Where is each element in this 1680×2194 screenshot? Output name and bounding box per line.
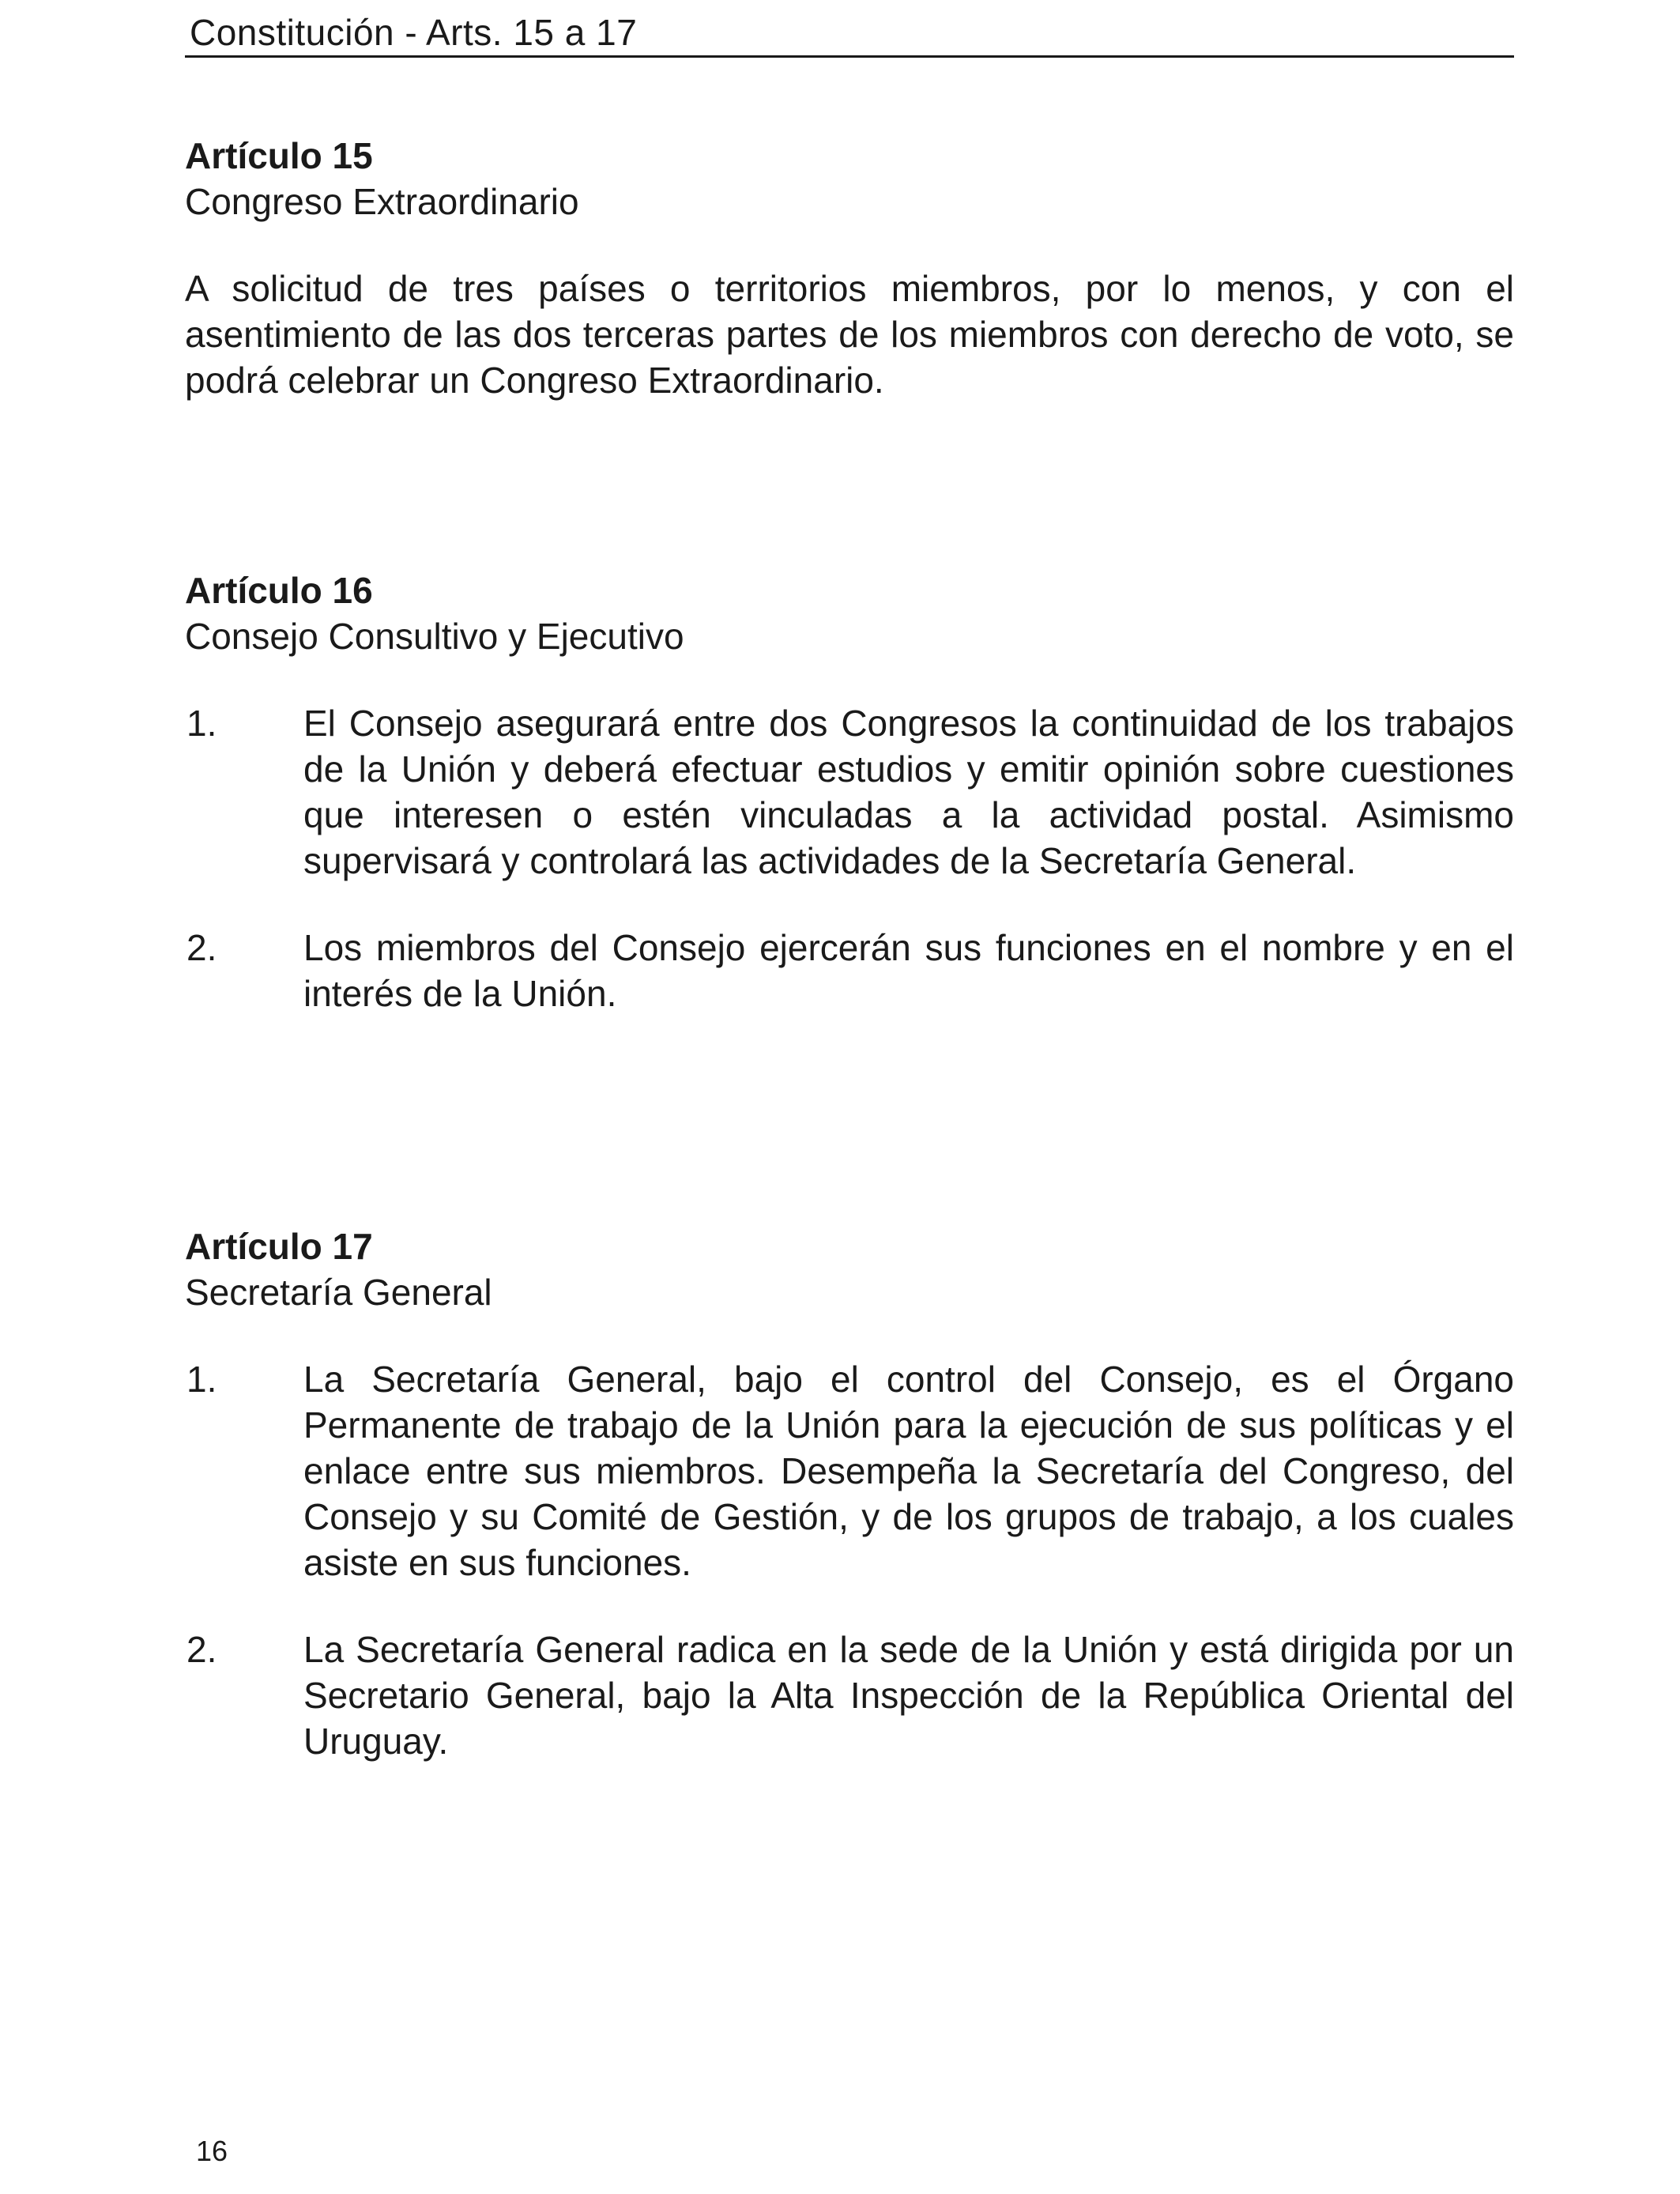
list-item <box>185 1627 1514 1764</box>
article-number: Artículo 15 <box>185 135 373 176</box>
item-text: La Secretaría General, bajo el control del Consejo, es el Órgano Permanente de trabajo de la Unión para la ejecución de sus políticas y el enlace entre sus miembros. Desempeña la Secretaría del Congreso, del Consejo y su Comité de Gestión, y de los grupos de trabajo, a los cuales asiste en sus funciones. <box>303 1359 1514 1583</box>
article-title: Secretaría General <box>185 1272 492 1313</box>
list-item <box>185 700 1514 884</box>
item-number: 1. <box>186 1359 217 1400</box>
article-number: Artículo 17 <box>185 1226 373 1267</box>
item-text: La Secretaría General radica en la sede de la Unión y está dirigida por un Secretario General, bajo la Alta Inspección de la República Oriental del Uruguay. <box>303 1629 1514 1762</box>
running-header: Constitución - Arts. 15 a 17 <box>190 12 638 53</box>
article-title: Consejo Consultivo y Ejecutivo <box>185 616 684 657</box>
article-17 <box>185 1223 1514 1764</box>
item-text: Los miembros del Consejo ejercerán sus funciones en el nombre y en el interés de la Unión. <box>303 927 1514 1014</box>
item-number: 1. <box>186 703 217 744</box>
item-number: 2. <box>186 1629 217 1670</box>
article-items <box>185 700 1514 1016</box>
article-body: A solicitud de tres países o territorios miembros, por lo menos, y con el asentimiento de las dos terceras partes de los miembros con derecho de voto, se podrá celebrar un Congreso Extraordinario. <box>185 268 1514 401</box>
list-item <box>185 925 1514 1016</box>
page-number: 16 <box>196 2135 228 2167</box>
item-number: 2. <box>186 927 217 968</box>
header-rule <box>185 55 1514 58</box>
article-title: Congreso Extraordinario <box>185 181 579 222</box>
article-16 <box>185 567 1514 1016</box>
article-number: Artículo 16 <box>185 570 373 611</box>
list-item <box>185 1356 1514 1585</box>
item-text: El Consejo asegurará entre dos Congresos la continuidad de los trabajos de la Unión y deberá efectuar estudios y emitir opinión sobre cuestiones que interesen o estén vinculadas a la actividad postal. Asimismo supervisará y controlará las actividades de la Secretaría General. <box>303 703 1514 881</box>
article-items <box>185 1356 1514 1764</box>
article-15 <box>185 133 1514 403</box>
